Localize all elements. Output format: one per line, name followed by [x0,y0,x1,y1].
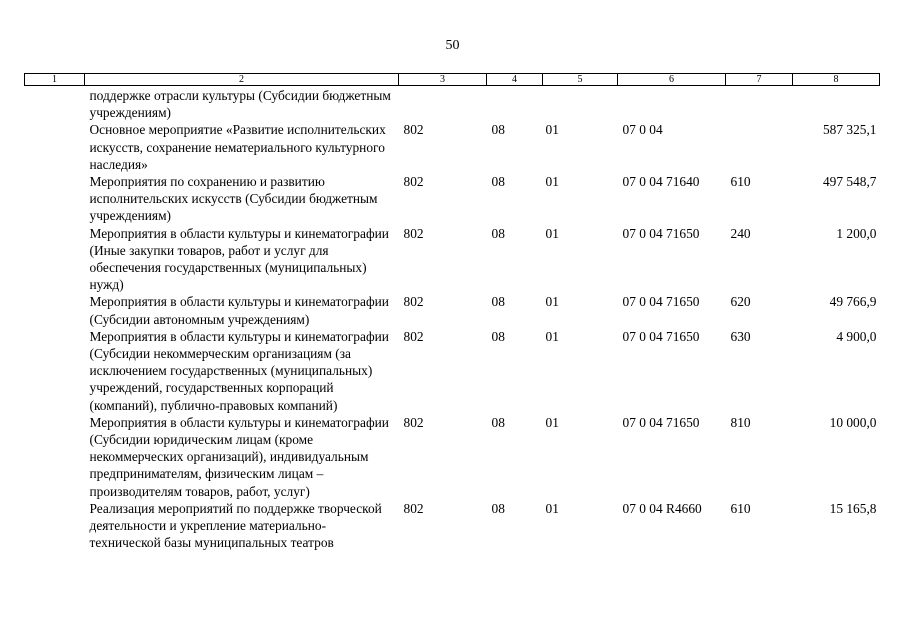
row-number-cell [25,293,85,327]
subsection-code-cell [543,86,618,122]
subsection-code-cell: 01 [545,294,559,310]
section-code-cell: 08 [491,294,505,310]
section-code-cell: 08 [491,500,505,516]
ministry-code-cell: 802 [403,122,424,138]
column-header: 6 [618,74,726,86]
ministry-code-cell: 802 [403,174,424,190]
ministry-code-cell: 802 [403,414,424,430]
column-header: 1 [25,74,85,86]
item-name-cell: Мероприятия в области культуры и кинематографии (Субсидии некоммерческим организациям (за исключением государственных (муниципальных) учреждений, государственных корпораций (компаний), публично-правовых компаний) [89,328,389,413]
amount-cell: 497 548,7 [822,174,877,190]
expense-type-cell: 630 [730,328,751,344]
ministry-code-cell: 802 [403,225,424,241]
expense-type-cell: 810 [730,414,751,430]
section-code-cell: 08 [491,328,505,344]
subsection-code-cell: 01 [545,174,559,190]
item-name-cell: Основное мероприятие «Развитие исполнительских искусств, сохранение нематериального культурного наследия» [89,122,386,172]
target-article-cell [618,86,726,122]
table-row [25,121,880,173]
amount-cell: 4 900,0 [836,328,877,344]
amount-cell [793,86,880,122]
section-code-cell: 08 [491,414,505,430]
expense-type-cell: 240 [730,225,751,241]
row-number-cell [25,414,85,500]
column-header: 8 [793,74,880,86]
item-name-cell: Реализация мероприятий по поддержке творческой деятельности и укрепление материально-технической базы муниципальных театров [89,500,382,551]
item-name-cell: Мероприятия в области культуры и кинематографии (Субсидии автономным учреждениям) [89,294,389,327]
row-number-cell [25,173,85,225]
row-number-cell [25,500,85,552]
subsection-code-cell: 01 [545,225,559,241]
amount-cell: 587 325,1 [822,122,877,138]
item-name-cell: Мероприятия в области культуры и кинематографии (Субсидии юридическим лицам (кроме некоммерческих организаций), индивидуальным предпринимателям, физическим лицам – производителям товаров, работ, услуг) [89,414,389,499]
amount-cell: 1 200,0 [836,225,877,241]
row-number-cell [25,225,85,294]
subsection-code-cell: 01 [545,500,559,516]
row-number-cell [25,328,85,414]
table-row [25,225,880,294]
target-article-cell: 07 0 04 71650 [622,328,700,344]
ministry-code-cell: 802 [403,500,424,516]
item-name-cell: Мероприятия в области культуры и кинематографии (Иные закупки товаров, работ и услуг для обеспечения государственных (муниципальных) нужд) [89,225,389,293]
ministry-code-cell [399,86,487,122]
table-row [25,173,880,225]
target-article-cell: 07 0 04 R4660 [622,500,702,516]
section-code-cell: 08 [491,225,505,241]
column-number-row [25,74,880,86]
expense-type-cell [726,121,793,173]
section-code-cell: 08 [491,122,505,138]
subsection-code-cell: 01 [545,328,559,344]
subsection-code-cell: 01 [545,414,559,430]
item-name-cell: Мероприятия по сохранению и развитию исполнительских искусств (Субсидии бюджетным учреждениям) [89,174,378,224]
target-article-cell: 07 0 04 [622,122,663,138]
page-number: 50 [445,38,460,53]
expense-type-cell: 610 [730,174,751,190]
ministry-code-cell: 802 [403,294,424,310]
target-article-cell: 07 0 04 71650 [622,294,700,310]
expense-type-cell: 620 [730,294,751,310]
budget-table [24,73,880,551]
table-row [25,500,880,552]
target-article-cell: 07 0 04 71650 [622,414,700,430]
expense-type-cell: 610 [730,500,751,516]
column-header: 2 [85,74,399,86]
amount-cell: 10 000,0 [829,414,877,430]
table-row [25,414,880,500]
column-header: 3 [399,74,487,86]
expense-type-cell [726,86,793,122]
column-header: 7 [726,74,793,86]
table-row [25,293,880,327]
ministry-code-cell: 802 [403,328,424,344]
table-row [25,328,880,414]
amount-cell: 15 165,8 [829,500,877,516]
target-article-cell: 07 0 04 71650 [622,225,700,241]
section-code-cell [487,86,543,122]
item-name-cell: поддержке отрасли культуры (Субсидии бюджетным учреждениям) [89,88,391,121]
column-header: 4 [487,74,543,86]
column-header: 5 [543,74,618,86]
subsection-code-cell: 01 [545,122,559,138]
row-number-cell [25,86,85,122]
section-code-cell: 08 [491,174,505,190]
row-number-cell [25,121,85,173]
amount-cell: 49 766,9 [829,294,877,310]
target-article-cell: 07 0 04 71640 [622,174,700,190]
table-row [25,86,880,122]
